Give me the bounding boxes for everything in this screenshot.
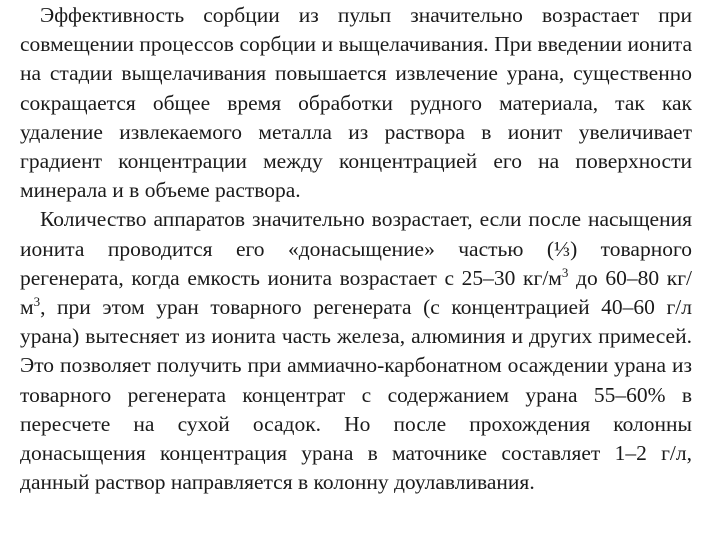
superscript: 3 [561, 264, 569, 280]
paragraph [20, 205, 692, 497]
paragraph-text: Количество аппаратов значительно возрастает, если после насыщения ионита проводится его «донасыщение» частью (⅓) товарного регенерата, когда емкость ионита возрастает с 25–30 кг/м [20, 207, 692, 290]
document-page [20, 0, 692, 540]
paragraph [20, 0, 692, 205]
paragraph-text: Эффективность сорбции из пульп значительно возрастает при совмещении процессов сорбции и выщелачивания. При введении ионита на стадии выщелачивания повышается извлечение урана, существенно сокращается общее время обработки рудного материала, так как удаление извлекаемого металла из раствора в ионит увеличивает градиент концентрации между концентрацией его на поверхности минерала и в объеме раствора. [20, 3, 692, 203]
paragraph-text: , при этом уран товарного регенерата (с концентрацией 40–60 г/л урана) вытесняет из ионита часть железа, алюминия и других примесей. Это позволяет получить при аммиачно-карбонатном осаждении урана из товарного регенерата концентрат с содержанием урана 55–60% в пересчете на сухой осадок. Но после прохождения колонны донасыщения концентрация урана в маточнике составляет 1–2 г/л, данный раствор направляется в колонну доулавливания. [20, 295, 692, 495]
paragraph-text: до 60–80 кг/м [20, 265, 692, 320]
superscript: 3 [33, 294, 41, 310]
